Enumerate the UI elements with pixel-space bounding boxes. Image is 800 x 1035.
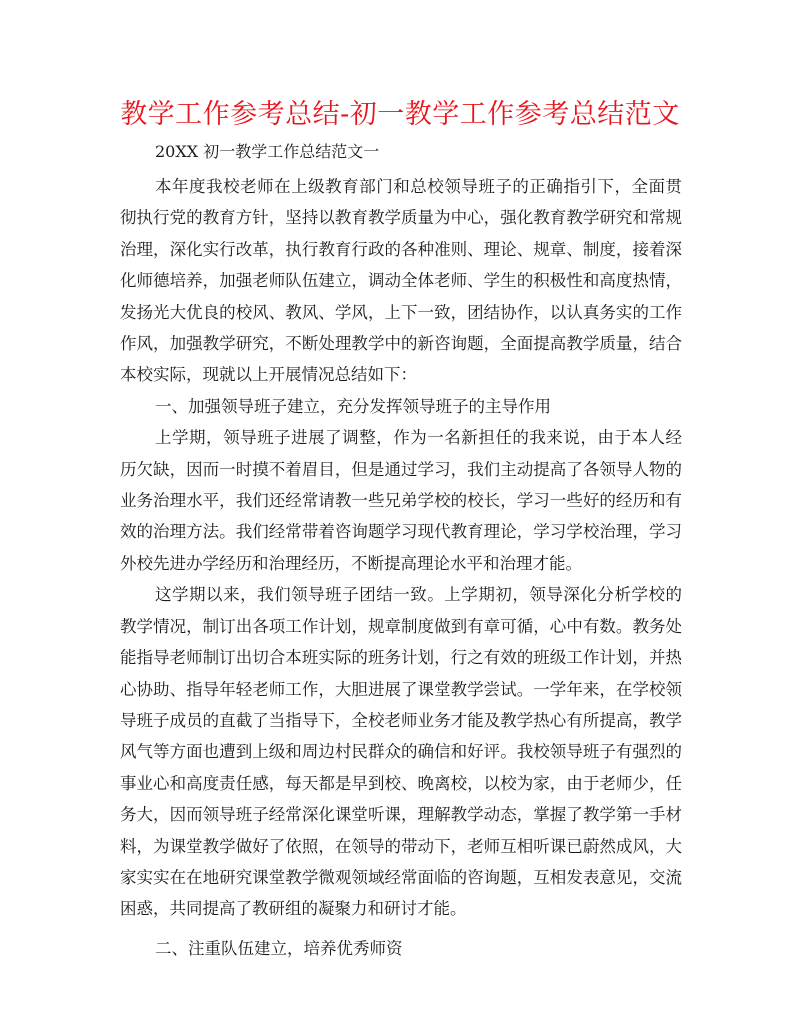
paragraph-intro: 本年度我校老师在上级教育部门和总校领导班子的正确指引下，全面贯彻执行党的教育方针，坚持以教育教学质量为中心，强化教育教学研究和常规治理，深化实行改革，执行教育行政的各种准则、理论、规章、制度，接着深化师德培养，加强老师队伍建立，调动全体老师、学生的积极性和高度热情，发扬光大优良的校风、教风、学风，上下一致，团结协作，以认真务实的工作作风，加强教学研究，不断处理教学中的新咨询题，全面提高教学质量，结合本校实际，现就以上开展情况总结如下： xyxy=(120,177,682,385)
document-body xyxy=(120,171,682,964)
section-heading-1: 一、加强领导班子建立，充分发挥领导班子的主导作用 xyxy=(155,396,551,416)
section-gap xyxy=(120,925,682,933)
paragraph-this-term: 这学期以来，我们领导班子团结一致。上学期初，领导深化分析学校的教学情况，制订出各项工作计划，规章制度做到有章可循，心中有数。教务处能指导老师制订出切合本班实际的班务计划，行之有效的班级工作计划，并热心协助、指导年轻老师工作，大胆进展了课堂教学尝试。一学年来，在学校领导班子成员的直截了当指导下，全校老师业务才能及教学热心有所提高，教学风气等方面也遭到上级和周边村民群众的确信和好评。我校领导班子有强烈的事业心和高度责任感，每天都是早到校、晚离校，以校为家，由于老师少，任务大，因而领导班子经常深化课堂听课，理解教学动态，掌握了教学第一手材料，为课堂教学做好了依照，在领导的带动下，老师互相听课已蔚然成风，大家实实在在地研究课堂教学微观领域经常面临的咨询题，互相发表意见，交流困惑，共同提高了教研组的凝聚力和研讨才能。 xyxy=(120,585,682,919)
document-subtitle: 20XX 初一教学工作总结范文一 xyxy=(155,142,380,161)
paragraph-leadership: 上学期，领导班子进展了调整，作为一名新担任的我来说，由于本人经历欠缺，因而一时摸不着眉目，但是通过学习，我们主动提高了各领导人物的业务治理水平，我们还经常请教一些兄弟学校的校长，学习一些好的经历和有效的治理方法。我们经常带着咨询题学习现代教育理论，学习学校治理，学习外校先进办学经历和治理经历，不断提高理论水平和治理才能。 xyxy=(120,428,682,573)
section-heading-2: 二、注重队伍建立，培养优秀师资 xyxy=(155,938,403,958)
document-title: 教学工作参考总结-初一教学工作参考总结范文 xyxy=(120,99,680,130)
